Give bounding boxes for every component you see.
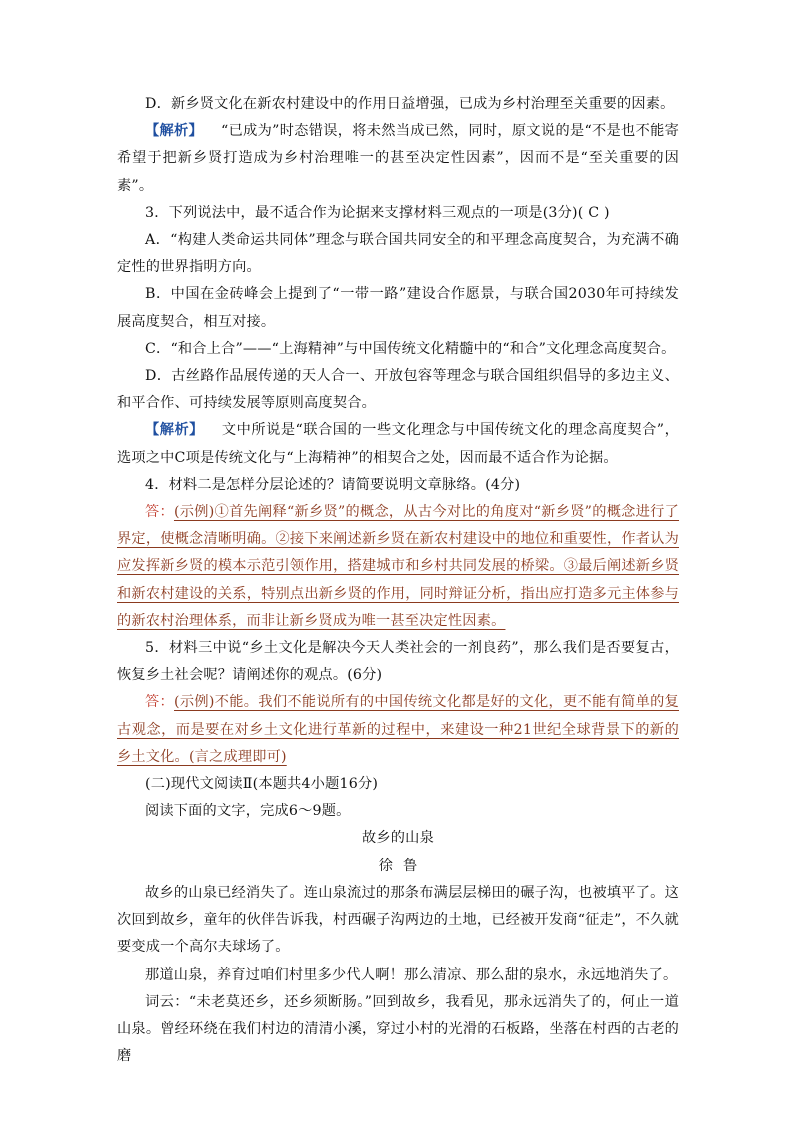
article-author: 徐鲁	[378, 857, 428, 874]
q3-analysis	[117, 417, 679, 471]
answer-label: 答：	[145, 504, 174, 521]
q3-option-c: C．“和合上合”——“上海精神”与中国传统文化精髓中的“和合”文化理念高度契合。	[145, 340, 676, 357]
q3-stem: 3．下列说法中，最不适合作为论据来支撑材料三观点的一项是(3分)( C )	[145, 204, 610, 221]
analysis-tag: 【解析】	[145, 422, 204, 439]
section-heading: (二)现代文阅读Ⅱ(本题共4小题16分)	[145, 776, 379, 793]
answer-label: 答：	[145, 694, 175, 711]
q5-answer-text: (示例)不能。我们不能说所有的中国传统文化都是好的文化，更不能有简单的复古观念，而是要在对乡土文化进行革新的过程中，来建设一种21世纪全球背景下的新的乡土文化。(言之成理即可)	[117, 694, 679, 765]
q5-answer	[117, 689, 679, 771]
q3-option-d: D．古丝路作品展传递的天人合一、开放包容等理念与联合国组织倡导的多边主义、和平合作、可持续发展等原则高度契合。	[117, 368, 679, 412]
section-instruction: 阅读下面的文字，完成6～9题。	[145, 803, 351, 820]
q2-analysis-text: “已成为”时态错误，将未然当成已然，同时，原文说的是“不是也不能寄希望于把新乡贤打造成为乡村治理唯一的甚至决定性因素”，因而不是“至关重要的因素”。	[117, 123, 679, 194]
q4-stem: 4．材料二是怎样分层论述的？请简要说明文章脉络。(4分)	[145, 476, 521, 493]
q4-answer-text: (示例)①首先阐释“新乡贤”的概念，从古今对比的角度对“新乡贤”的概念进行了界定，使概念清晰明确。②接下来阐述新乡贤在新农村建设中的地位和重要性，作者认为应发挥新乡贤的模本示范引领作用，搭建城市和乡村共同发展的桥梁。③最后阐述新乡贤和新农村建设的关系，特别点出新乡贤的作用，同时辩证分析，指出应打造多元主体参与的新农村治理体系，而非让新乡贤成为唯一甚至决定性因素。	[117, 504, 680, 629]
document-content	[117, 91, 679, 1070]
q3-analysis-text: 文中所说是“联合国的一些文化理念与中国传统文化的理念高度契合”，选项之中C项是传统文化与“上海精神”的相契合之处，因而最不适合作为论据。	[117, 422, 679, 466]
article-paragraph-3: 词云：“未老莫还乡，还乡须断肠。”回到故乡，我看见，那永远消失了的，何止一道山泉。曾经环绕在我们村边的清清小溪，穿过小村的光滑的石板路，坐落在村西的古老的磨	[117, 993, 679, 1065]
q2-analysis	[117, 118, 679, 200]
article-paragraph-1: 故乡的山泉已经消失了。连山泉流过的那条布满层层梯田的碾子沟，也被填平了。这次回到故乡，童年的伙伴告诉我，村西碾子沟两边的土地，已经被开发商“征走”，不久就要变成一个高尔夫球场了。	[117, 884, 679, 956]
q3-option-a: A．“构建人类命运共同体”理念与联合国共同安全的和平理念高度契合，为充满不确定性的世界指明方向。	[117, 232, 679, 276]
analysis-tag: 【解析】	[145, 123, 204, 140]
q3-option-b: B．中国在金砖峰会上提到了“一带一路”建设合作愿景，与联合国2030年可持续发展高度契合，相互对接。	[117, 286, 679, 330]
q5-stem: 5．材料三中说“乡土文化是解决今天人类社会的一剂良药”，那么我们是否要复古，恢复乡土社会呢？请阐述你的观点。(6分)	[117, 640, 679, 684]
article-paragraph-2: 那道山泉，养育过咱们村里多少代人啊！那么清凉、那么甜的泉水，永远地消失了。	[145, 966, 678, 983]
q2-option-d: D．新乡贤文化在新农村建设中的作用日益增强，已成为乡村治理至关重要的因素。	[145, 96, 675, 112]
article-title: 故乡的山泉	[362, 830, 434, 847]
q4-answer	[117, 499, 679, 635]
